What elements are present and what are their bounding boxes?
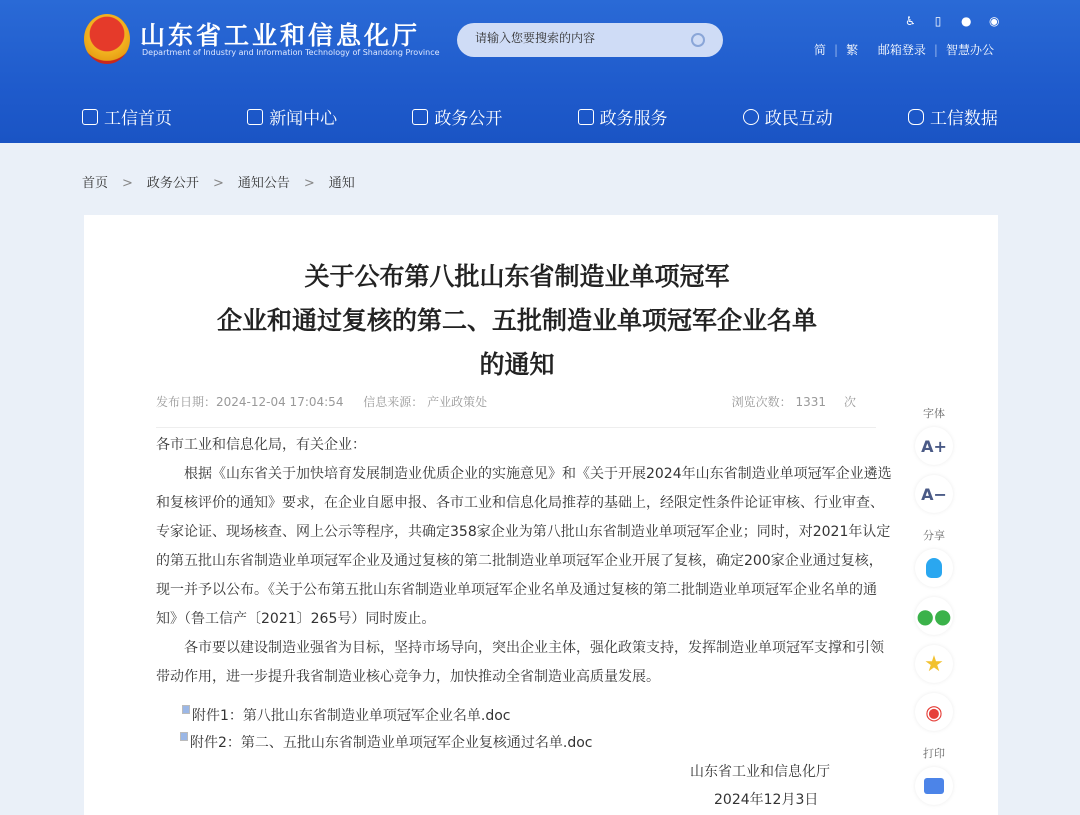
body-line: 各市要以建设制造业强省为目标，坚持市场导向，突出企业主体，强化政策支持，发挥制造业单项冠军支撑和引领 <box>156 640 884 656</box>
nav-label: 工信首页 <box>104 109 172 129</box>
share-weibo-button[interactable] <box>915 693 953 731</box>
simplified-link[interactable]: 简 <box>814 43 827 57</box>
nav-interaction[interactable] <box>743 104 833 129</box>
site-header <box>0 0 1080 143</box>
breadcrumb-home[interactable]: 首页 <box>82 176 109 191</box>
body-line: 专家论证、现场核查、网上公示等程序，共确定358家企业为第八批山东省制造业单项冠军企业；同时，对2021年认定 <box>156 524 891 540</box>
info-source: 信息来源： 产业政策处 <box>363 395 488 409</box>
nav-label: 工信数据 <box>929 109 998 129</box>
body-line: 带动作用，进一步提升我省制造业核心竞争力，加快推动全省制造业高质量发展。 <box>156 669 660 685</box>
breadcrumb-current[interactable]: 通知 <box>328 176 355 191</box>
article-body <box>156 431 892 692</box>
accessibility-icon[interactable]: ♿ <box>905 14 916 28</box>
home-icon <box>82 109 98 125</box>
view-count-value: 浏览次数： 1331 <box>731 395 826 409</box>
breadcrumb-notices[interactable]: 通知公告 <box>237 176 290 191</box>
font-increase-button[interactable]: A+ <box>915 427 953 465</box>
nav-news[interactable] <box>247 104 337 129</box>
weibo-icon[interactable]: ◉ <box>989 14 1000 28</box>
nav-data[interactable] <box>908 104 998 129</box>
signature: 山东省工业和信息化厅 <box>690 764 830 780</box>
attachment-2[interactable] <box>180 732 593 752</box>
side-toolbar <box>912 405 956 815</box>
divider <box>156 427 876 428</box>
mail-login-link[interactable]: 邮箱登录 <box>877 43 926 57</box>
print-label: 打印 <box>923 747 945 760</box>
search-input[interactable] <box>475 31 675 45</box>
font-decrease-button[interactable]: A− <box>915 475 953 513</box>
national-emblem-logo <box>84 14 130 64</box>
search-icon[interactable] <box>691 33 705 47</box>
body-line: 和复核评价的通知》要求，在企业自愿申报、各市工业和信息化局推荐的基础上，经限定性条件论证审核、行业审查、 <box>156 495 884 511</box>
doc-file-icon <box>182 705 190 714</box>
tool-icons <box>905 14 1017 28</box>
mobile-icon[interactable]: ▯ <box>934 14 942 28</box>
search-box <box>457 23 723 57</box>
nav-label: 新闻中心 <box>269 109 338 129</box>
traditional-link[interactable]: 繁 <box>846 43 859 57</box>
title-line: 的通知 <box>479 350 555 379</box>
body-line: 各市工业和信息化局，有关企业： <box>156 437 366 453</box>
body-line: 知》（鲁工信产〔2021〕265号）同时废止。 <box>156 611 436 627</box>
view-count-unit: 次 <box>843 395 856 409</box>
attachment-link[interactable]: 附件1：第八批山东省制造业单项冠军企业名单.doc <box>192 708 511 724</box>
breadcrumb-gov[interactable]: 政务公开 <box>146 176 199 191</box>
body-line: 现一并予以公布。《关于公布第五批山东省制造业单项冠军企业名单及通过复核的第二批制造业单项冠军企业名单的通 <box>156 582 877 598</box>
share-qq-button[interactable] <box>915 549 953 587</box>
nav-label: 政务服务 <box>599 109 668 129</box>
header-links: 简 | 繁 邮箱登录 | 智慧办公 <box>814 43 994 57</box>
breadcrumb: 首页 > 政务公开 > 通知公告 > 通知 <box>82 176 355 191</box>
smart-office-link[interactable]: 智慧办公 <box>945 43 994 57</box>
nav-home[interactable] <box>82 104 172 129</box>
document-icon <box>247 109 263 125</box>
database-icon <box>908 109 924 125</box>
share-qzone-button[interactable] <box>915 645 953 683</box>
share-label: 分享 <box>923 529 945 542</box>
chat-icon <box>743 109 759 125</box>
doc-file-icon <box>180 732 188 741</box>
body-line: 的第五批山东省制造业单项冠军企业及通过复核的第二批制造业单项冠军企业开展了复核，确定200家企业通过复核， <box>156 553 883 569</box>
weibo-icon: ◉ <box>925 700 943 724</box>
attachment-link[interactable]: 附件2：第二、五批山东省制造业单项冠军企业复核通过名单.doc <box>190 735 593 751</box>
publish-date: 发布日期：2024-12-04 17:04:54 <box>156 395 344 409</box>
nav-gov-services[interactable] <box>578 104 668 129</box>
nav-gov-affairs[interactable] <box>412 104 502 129</box>
service-icon <box>578 109 594 125</box>
article-card <box>84 215 998 815</box>
nav-label: 政务公开 <box>434 109 503 129</box>
article-meta <box>156 393 876 410</box>
print-button[interactable] <box>915 767 953 805</box>
wechat-icon: ●● <box>916 604 952 628</box>
wechat-icon[interactable]: ● <box>961 14 972 28</box>
title-line: 关于公布第八批山东省制造业单项冠军 <box>304 262 730 291</box>
view-count <box>732 393 856 410</box>
nav-label: 政民互动 <box>764 109 833 129</box>
main-nav <box>82 104 998 129</box>
title-line: 企业和通过复核的第二、五批制造业单项冠军企业名单 <box>216 306 817 335</box>
site-title[interactable]: 山东省工业和信息化厅 <box>140 21 421 50</box>
article-title <box>84 255 950 387</box>
body-line: 根据《山东省关于加快培育发展制造业优质企业的实施意见》和《关于开展2024年山东省制造业单项冠军企业遴选 <box>156 466 892 482</box>
monitor-icon <box>412 109 428 125</box>
font-label: 字体 <box>923 407 945 420</box>
sign-date: 2024年12月3日 <box>714 792 819 808</box>
star-icon: ★ <box>924 651 944 677</box>
site-subtitle: Department of Industry and Information Technology of Shandong Province <box>142 48 440 57</box>
qq-icon <box>926 558 942 578</box>
attachment-1[interactable] <box>182 705 511 725</box>
printer-icon <box>924 778 944 794</box>
share-wechat-button[interactable] <box>915 597 953 635</box>
